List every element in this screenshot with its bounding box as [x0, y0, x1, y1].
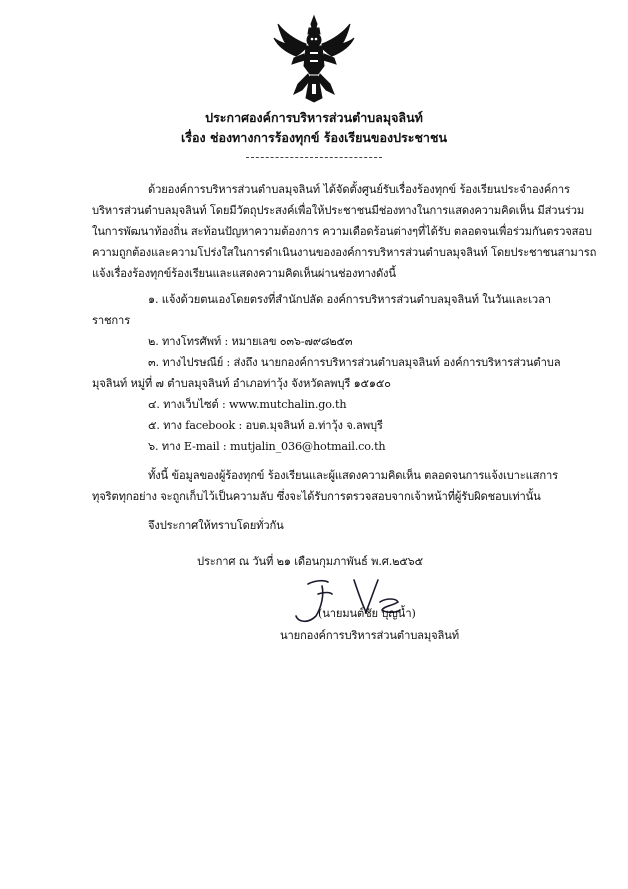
channel-item: ๒. ทางโทรศัพท์ : หมายเลข ๐๓๖-๗๙๘๒๕๓ — [148, 335, 353, 348]
channel-item: ๕. ทาง facebook : อบต.มุจลินท์ อ.ท่าวุ้ง จ.ลพบุรี — [148, 419, 383, 432]
confidential-line: ทั้งนี้ ข้อมูลของผู้ร้องทุกข์ ร้องเรียนและผู้แสดงความคิดเห็น ตลอดจนการแจ้งเบาะแสการ — [148, 469, 558, 482]
channel-item: ราชการ — [92, 314, 131, 327]
intro-line: บริหารส่วนตำบลมุจลินท์ โดยมีวัตถุประสงค์เพื่อให้ประชาชนมีช่องทางในการแสดงความคิดเห็น มีส่วนร่วม — [92, 204, 585, 217]
channel-item: ๔. ทางเว็บไซต์ : www.mutchalin.go.th — [148, 398, 347, 411]
signatory-name: (นายมนต์ชัย บุญน้ำ) — [318, 607, 416, 620]
title-divider — [246, 157, 382, 158]
channel-item: ๓. ทางไปรษณีย์ : ส่งถึง นายกองค์การบริหารส่วนตำบลมุจลินท์ องค์การบริหารส่วนตำบล — [148, 356, 561, 369]
confidential-line: ทุจริตทุกอย่าง จะถูกเก็บไว้เป็นความลับ ซึ่งจะได้รับการตรวจสอบจากเจ้าหน้าที่ผู้รับผิดชอบเท่านั้น — [92, 490, 541, 503]
channel-item: ๑. แจ้งด้วยตนเองโดยตรงที่สำนักปลัด องค์การบริหารส่วนตำบลมุจลินท์ ในวันและเวลา — [148, 293, 551, 306]
document-title: ประกาศองค์การบริหารส่วนตำบลมุจลินท์ — [205, 110, 423, 125]
document-subject: เรื่อง ช่องทางการร้องทุกข์ ร้องเรียนของประชาชน — [181, 130, 447, 145]
intro-line: ด้วยองค์การบริหารส่วนตำบลมุจลินท์ ได้จัดตั้งศูนย์รับเรื่องร้องทุกข์ ร้องเรียนประจำองค์การ — [148, 183, 570, 196]
garuda-emblem-icon — [272, 14, 356, 104]
intro-line: ความถูกต้องและความโปร่งใสในการดำเนินงานขององค์การบริหารส่วนตำบลมุจลินท์ โดยประชาชนสามารถ — [92, 246, 597, 259]
announcement: จึงประกาศให้ทราบโดยทั่วกัน — [148, 519, 284, 532]
signatory-position: นายกองค์การบริหารส่วนตำบลมุจลินท์ — [280, 629, 459, 642]
intro-line: ในการพัฒนาท้องถิ่น สะท้อนปัญหาความต้องการ ความเดือดร้อนต่างๆที่ได้รับ ตลอดจนเพื่อร่วมกันตรวจสอบ — [92, 225, 592, 238]
announcement-date: ประกาศ ณ วันที่ ๒๑ เดือนกุมภาพันธ์ พ.ศ.๒๕๖๕ — [197, 555, 423, 568]
intro-line: แจ้งเรื่องร้องทุกข์ร้องเรียนและแสดงความคิดเห็นผ่านช่องทางดังนี้ — [92, 267, 396, 280]
channel-item: มุจลินท์ หมู่ที่ ๗ ตำบลมุจลินท์ อำเภอท่าวุ้ง จังหวัดลพบุรี ๑๕๑๕๐ — [92, 377, 391, 390]
signature — [288, 572, 418, 632]
channel-item: ๖. ทาง E-mail : mutjalin_036@hotmail.co.th — [148, 440, 386, 453]
